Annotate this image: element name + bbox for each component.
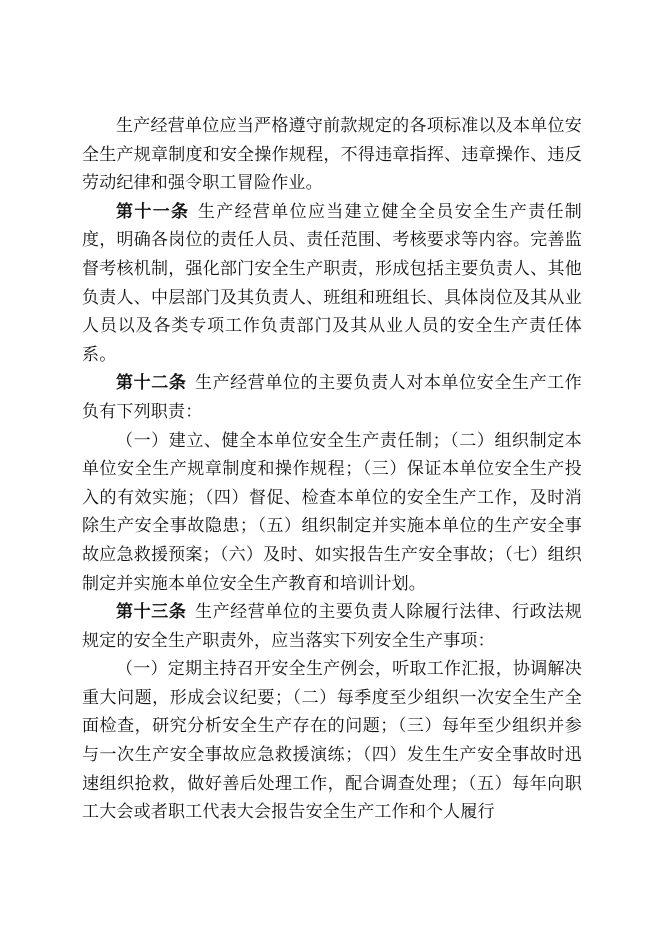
article-number: 第十三条 bbox=[116, 602, 187, 623]
paragraph-text: 生产经营单位的主要负责人除履行法律、行政法规规定的安全生产职责外，应当落实下列安全生产事项： bbox=[82, 602, 582, 651]
article-number: 第十二条 bbox=[116, 373, 187, 394]
paragraph-text: 生产经营单位应当建立健全全员安全生产责任制度，明确各岗位的责任人员、责任范围、考核要求等内容。完善监督考核机制，强化部门安全生产职责，形成包括主要负责人、其他负责人、中层部门及其负责人、班组和班组长、具体岗位及其从业人员以及各类专项工作负责部门及其从业人员的安全生产责任体系。 bbox=[82, 201, 582, 365]
article-13-items-list bbox=[82, 655, 582, 827]
paragraph-text: （一）定期主持召开安全生产例会，听取工作汇报，协调解决重大问题，形成会议纪要；（二）每季度至少组织一次安全生产全面检查，研究分析安全生产存在的问题；（三）每年至少组织并参与一次生产安全事故应急救援演练；（四）发生生产安全事故时迅速组织抢救，做好善后处理工作，配合调查处理；（五）每年向职工大会或者职工代表大会报告安全生产工作和个人履行 bbox=[82, 659, 582, 823]
document-body bbox=[82, 112, 582, 827]
article-number: 第十一条 bbox=[116, 201, 190, 222]
paragraph-continuation bbox=[82, 112, 582, 198]
article-12 bbox=[82, 369, 582, 426]
article-11 bbox=[82, 198, 582, 370]
article-13 bbox=[82, 598, 582, 655]
paragraph-text: 生产经营单位的主要负责人对本单位安全生产工作负有下列职责： bbox=[82, 373, 582, 422]
paragraph-text: （一）建立、健全本单位安全生产责任制；（二）组织制定本单位安全生产规章制度和操作规程；（三）保证本单位安全生产投入的有效实施；（四）督促、检查本单位的安全生产工作，及时消除生产安全事故隐患；（五）组织制定并实施本单位的生产安全事故应急救援预案；（六）及时、如实报告生产安全事故；（七）组织制定并实施本单位安全生产教育和培训计划。 bbox=[82, 430, 582, 594]
article-12-duties-list bbox=[82, 427, 582, 599]
paragraph-text: 生产经营单位应当严格遵守前款规定的各项标准以及本单位安全生产规章制度和安全操作规程，不得违章指挥、违章操作、违反劳动纪律和强令职工冒险作业。 bbox=[82, 116, 582, 194]
